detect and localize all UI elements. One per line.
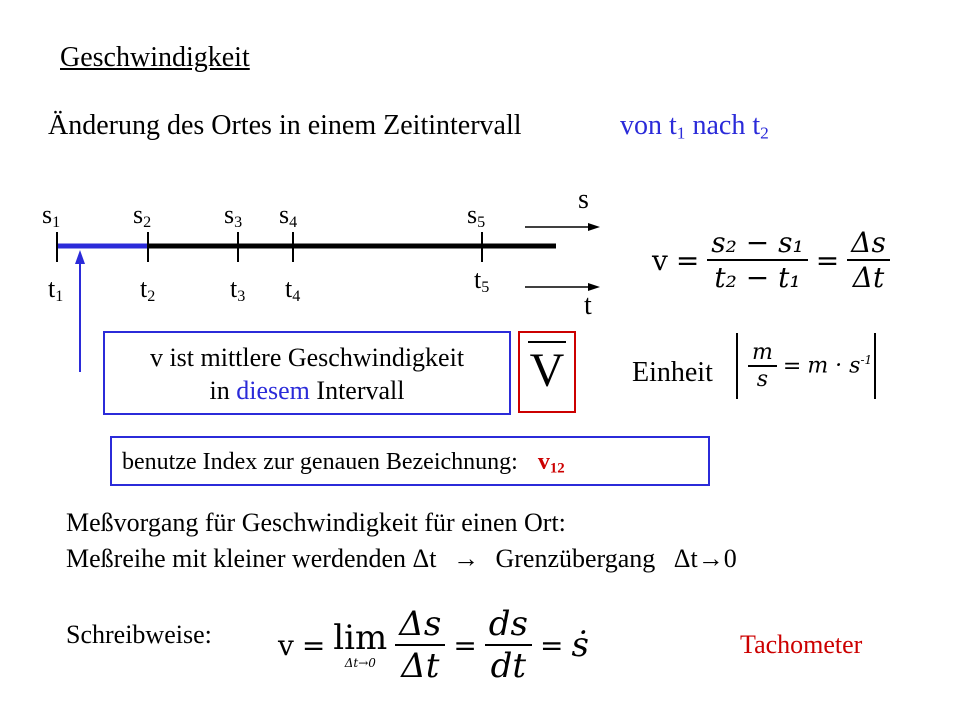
unit-formula: $\frac{m}{s}$ = $m \cdot s^{-1}$ bbox=[736, 333, 876, 399]
s-tick-label-1: $s_1$ bbox=[42, 200, 61, 232]
t-tick-label-5: $t_5$ bbox=[474, 265, 490, 297]
velocity-formula: v = $\frac{\text{s₂ − s₁}}{\text{t₂ − t₁}}$ = $\frac{\Delta s}{\Delta t}$ bbox=[652, 226, 890, 294]
t-axis-label: t bbox=[584, 290, 592, 321]
page-title: Geschwindigkeit bbox=[60, 42, 250, 73]
t-tick-label-1: $t_1$ bbox=[48, 274, 64, 306]
mean-velocity-symbol-box bbox=[518, 331, 576, 413]
t-tick-label-3: $t_3$ bbox=[230, 274, 246, 306]
s-tick-label-3: $s_3$ bbox=[224, 200, 243, 232]
s-axis-label: s bbox=[578, 184, 589, 215]
mean-velocity-line2: in diesem Intervall bbox=[209, 376, 405, 405]
notation-label: Schreibweise: bbox=[66, 620, 212, 649]
mean-velocity-box bbox=[103, 331, 511, 415]
tachometer-label: Tachometer bbox=[740, 630, 863, 659]
intro-text: Änderung des Ortes in einem Zeitintervall bbox=[48, 110, 522, 141]
unit-label: Einheit bbox=[632, 357, 713, 388]
mean-velocity-symbol: V bbox=[528, 341, 567, 399]
measure-line-1: Meßvorgang für Geschwindigkeit für einen Ort: bbox=[66, 508, 566, 537]
interval-range: von $t_1$ nach $t_2$ bbox=[620, 110, 769, 143]
t-tick-label-2: $t_2$ bbox=[140, 274, 156, 306]
t-tick-label-4: $t_4$ bbox=[285, 274, 301, 306]
s-arrowhead bbox=[588, 223, 600, 231]
s-tick-label-4: $s_4$ bbox=[279, 200, 298, 232]
index-box: benutze Index zur genauen Bezeichnung: $v_{12}$ bbox=[110, 436, 710, 486]
pointer-arrowhead bbox=[75, 250, 85, 264]
measure-line-2: Meßreihe mit kleiner werdenden Δt → Grenzübergang Δt→0 bbox=[66, 544, 737, 573]
mean-velocity-line1: v ist mittlere Geschwindigkeit bbox=[149, 343, 465, 372]
s-tick-label-2: $s_2$ bbox=[133, 200, 152, 232]
limit-formula: v = lim Δt→0 $\frac{\Delta s}{\Delta t}$ = $\frac{ds}{dt}$ = ṡ bbox=[278, 604, 589, 686]
s-tick-label-5: $s_5$ bbox=[467, 200, 486, 232]
